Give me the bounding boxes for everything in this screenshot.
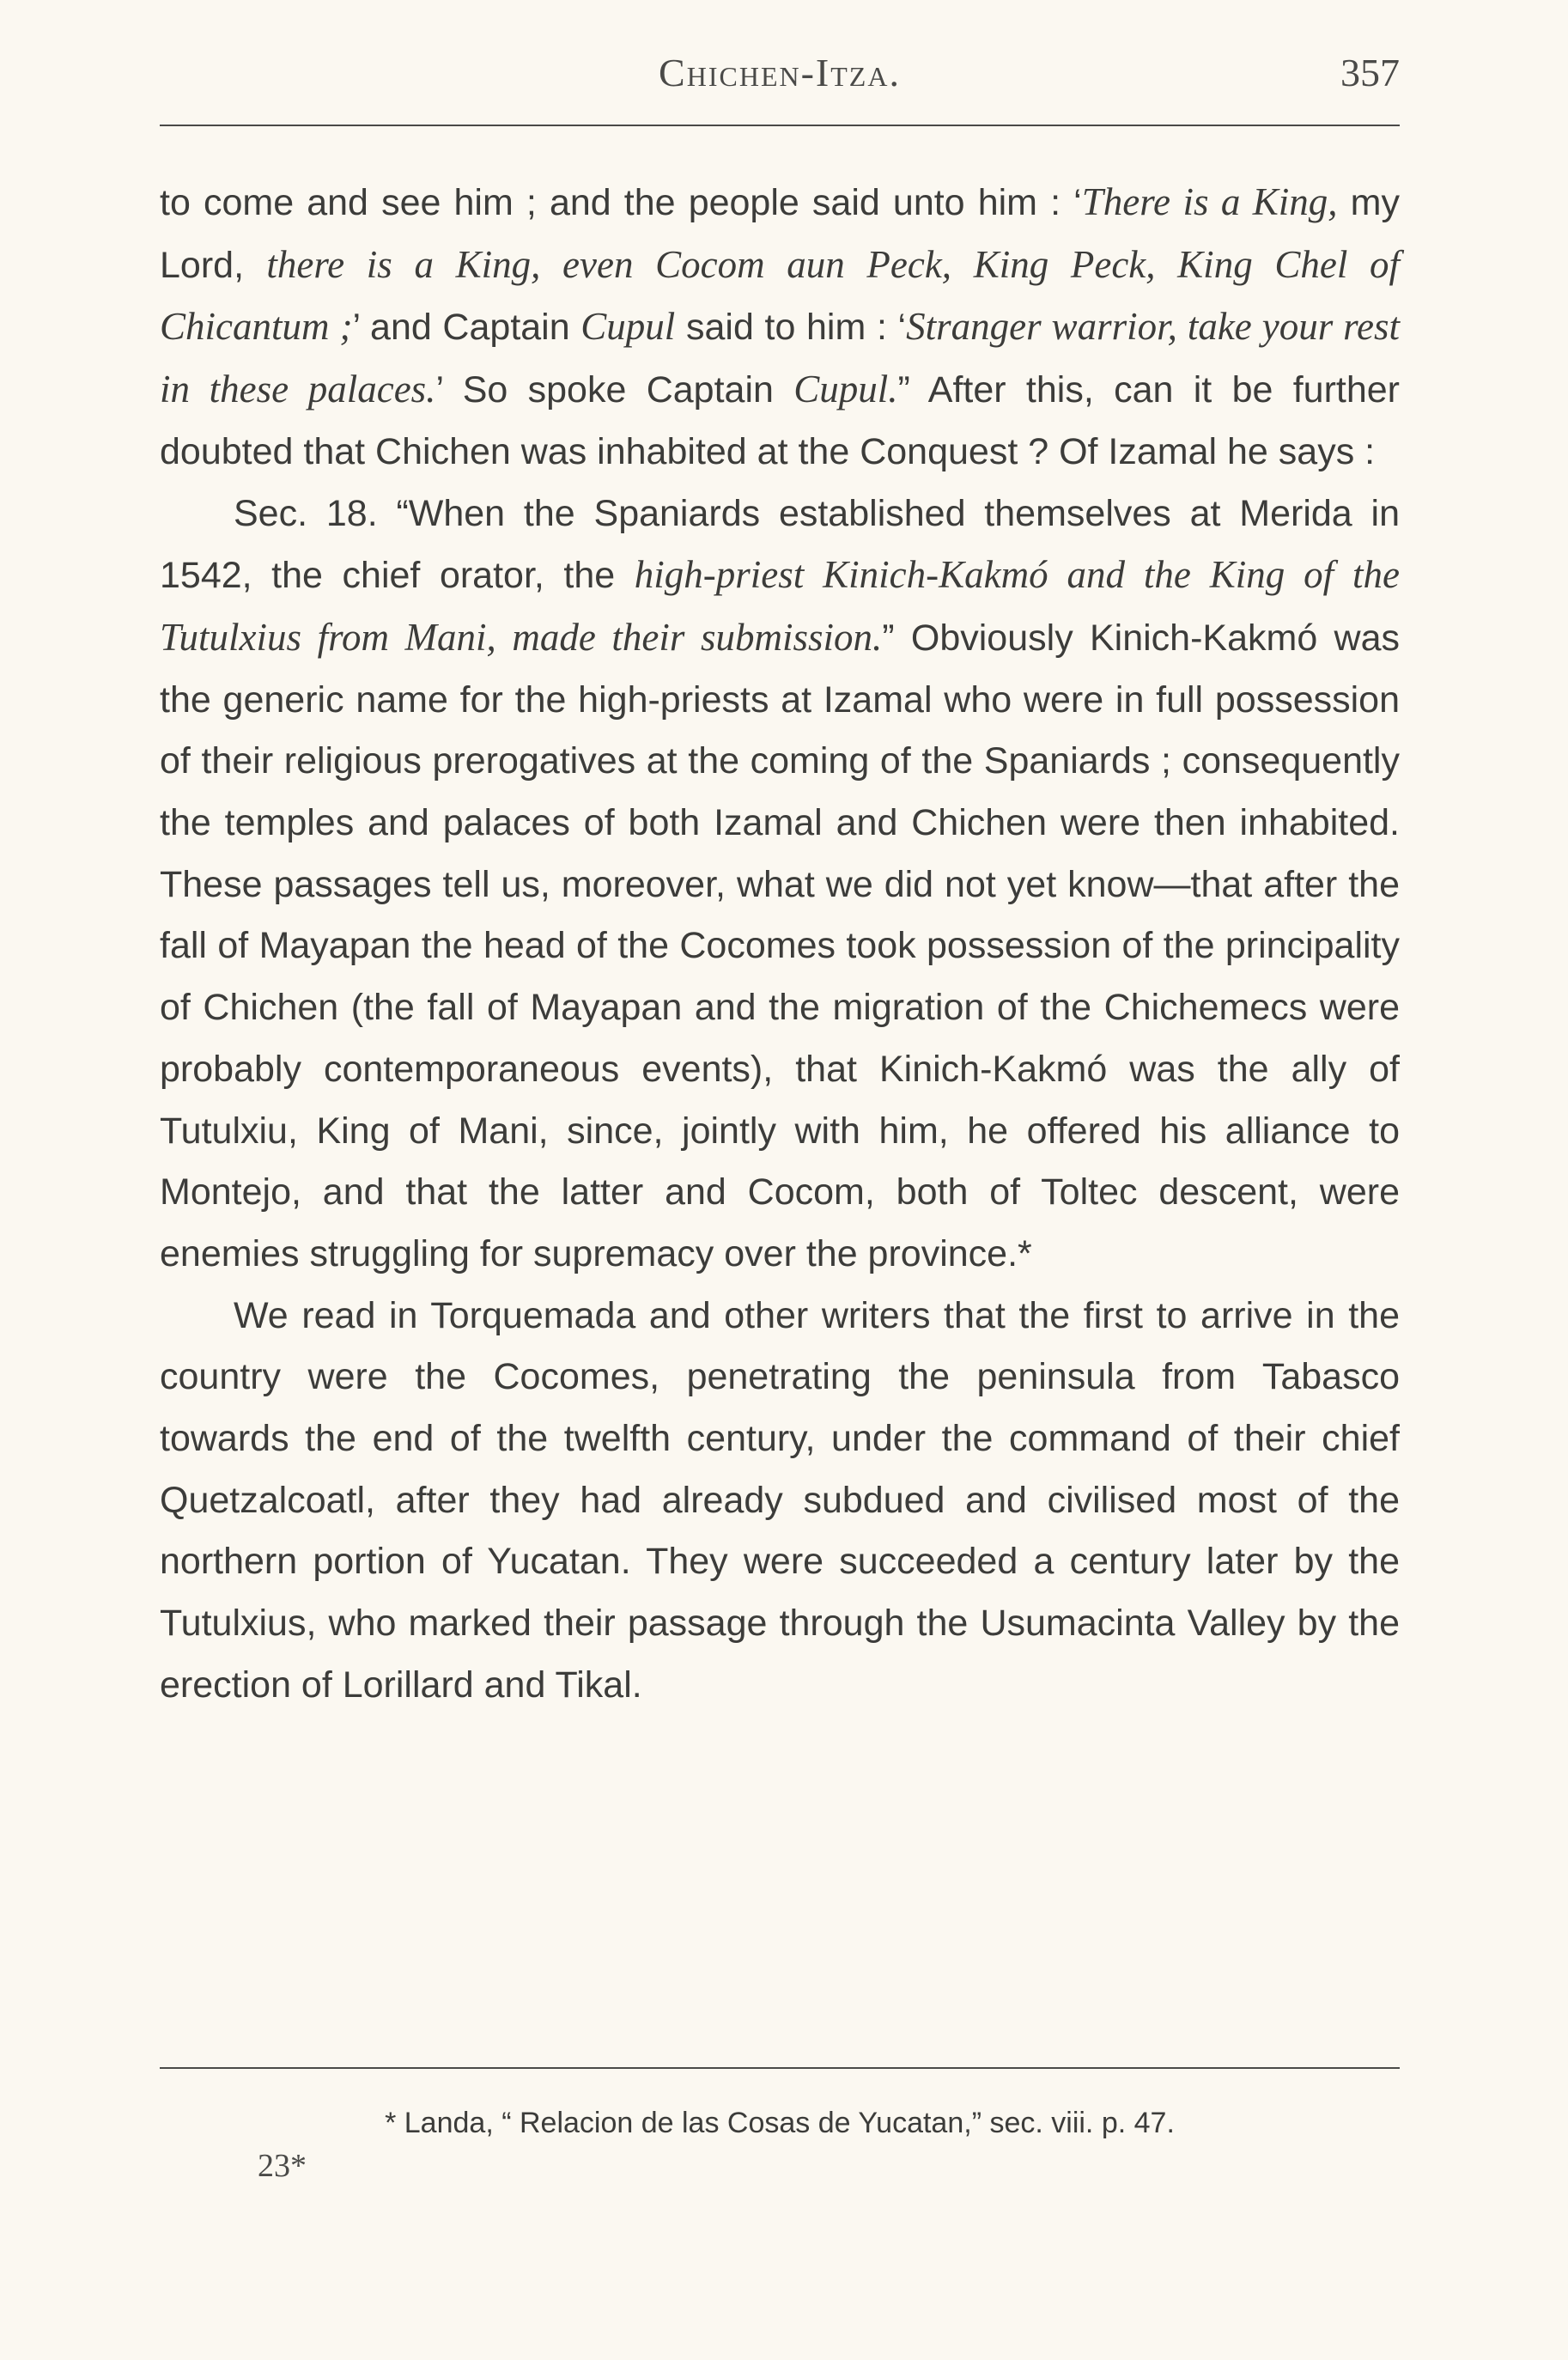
text-run: ’ and Captain [352,307,581,349]
page-number: 357 [1340,51,1400,94]
text-run: to come and see him ; and the people said unto him : ‘ [160,182,1082,223]
paragraph-3: We read in Torquemada and other writers that the first to arrive in the country were the Cocomes, penetrating the peninsula from Tabasco towards the end of the twelfth century, under the command of their chief Quetzalcoatl, after they had already subdued and civilised most of the northern portion of Yucatan. They were succeeded a century later by the Tutulxius, who marked their passage through the Usumacinta Valley by the erection of Lorillard and Tikal. [160,1294,1400,1706]
text-run: said to him : ‘ [675,307,907,349]
signature-mark: 23* [258,2148,307,2184]
text-run: ’ So spoke Captain [435,369,794,411]
running-head: Chichen-Itza. [659,51,901,94]
footnote: * Landa, “ Relacion de las Cosas de Yucatan,” sec. viii. p. 47. [385,2107,1175,2139]
italic-run: there is a King, even Cocom aun Peck, King Peck, King Chel of Chicantum ; [160,242,1400,349]
italic-run: Cupul [580,305,676,349]
paragraph-2 [160,484,1400,1286]
text-run: my Lord, [160,182,1400,286]
italic-run: high-priest Kinich-Kakmó and the King of the Tutulxius from Mani, made their submission. [160,553,1400,659]
italic-run: There is a King, [1081,180,1338,223]
page-header [160,50,1400,110]
body-text [160,172,1400,1717]
header-rule [160,125,1400,126]
paragraph-1 [160,172,1400,484]
text-run: ” After this, can it be further doubted that Chichen was inhabited at the Conquest ? Of Izamal he says : [160,369,1400,472]
footnote-rule [160,2067,1400,2069]
text-run: ” Obviously Kinich-Kakmó was the generic name for the high-priests at Izamal who were in full possession of their religious prerogatives at the coming of the Spaniards ; consequently the temples and palaces of both Izamal and Chichen were then inhabited. These passages tell us, moreover, what we did not yet know—that after the fall of Mayapan the head of the Cocomes took possession of the principality of Chichen (the fall of Mayapan and the migration of the Chichemecs were probably contemporaneous events), that Kinich-Kakmó was the ally of Tutulxiu, King of Mani, since, jointly with him, he offered his alliance to Montejo, and that the latter and Cocom, both of Toltec descent, were enemies struggling for supremacy over the province.* [160,617,1400,1274]
italic-run: Cupul. [793,368,898,411]
italic-run: Stranger warrior, take your rest in these palaces. [160,305,1400,411]
text-run: Sec. 18. “When the Spaniards established themselves at Merida in 1542, the chief orator, the [160,492,1400,597]
